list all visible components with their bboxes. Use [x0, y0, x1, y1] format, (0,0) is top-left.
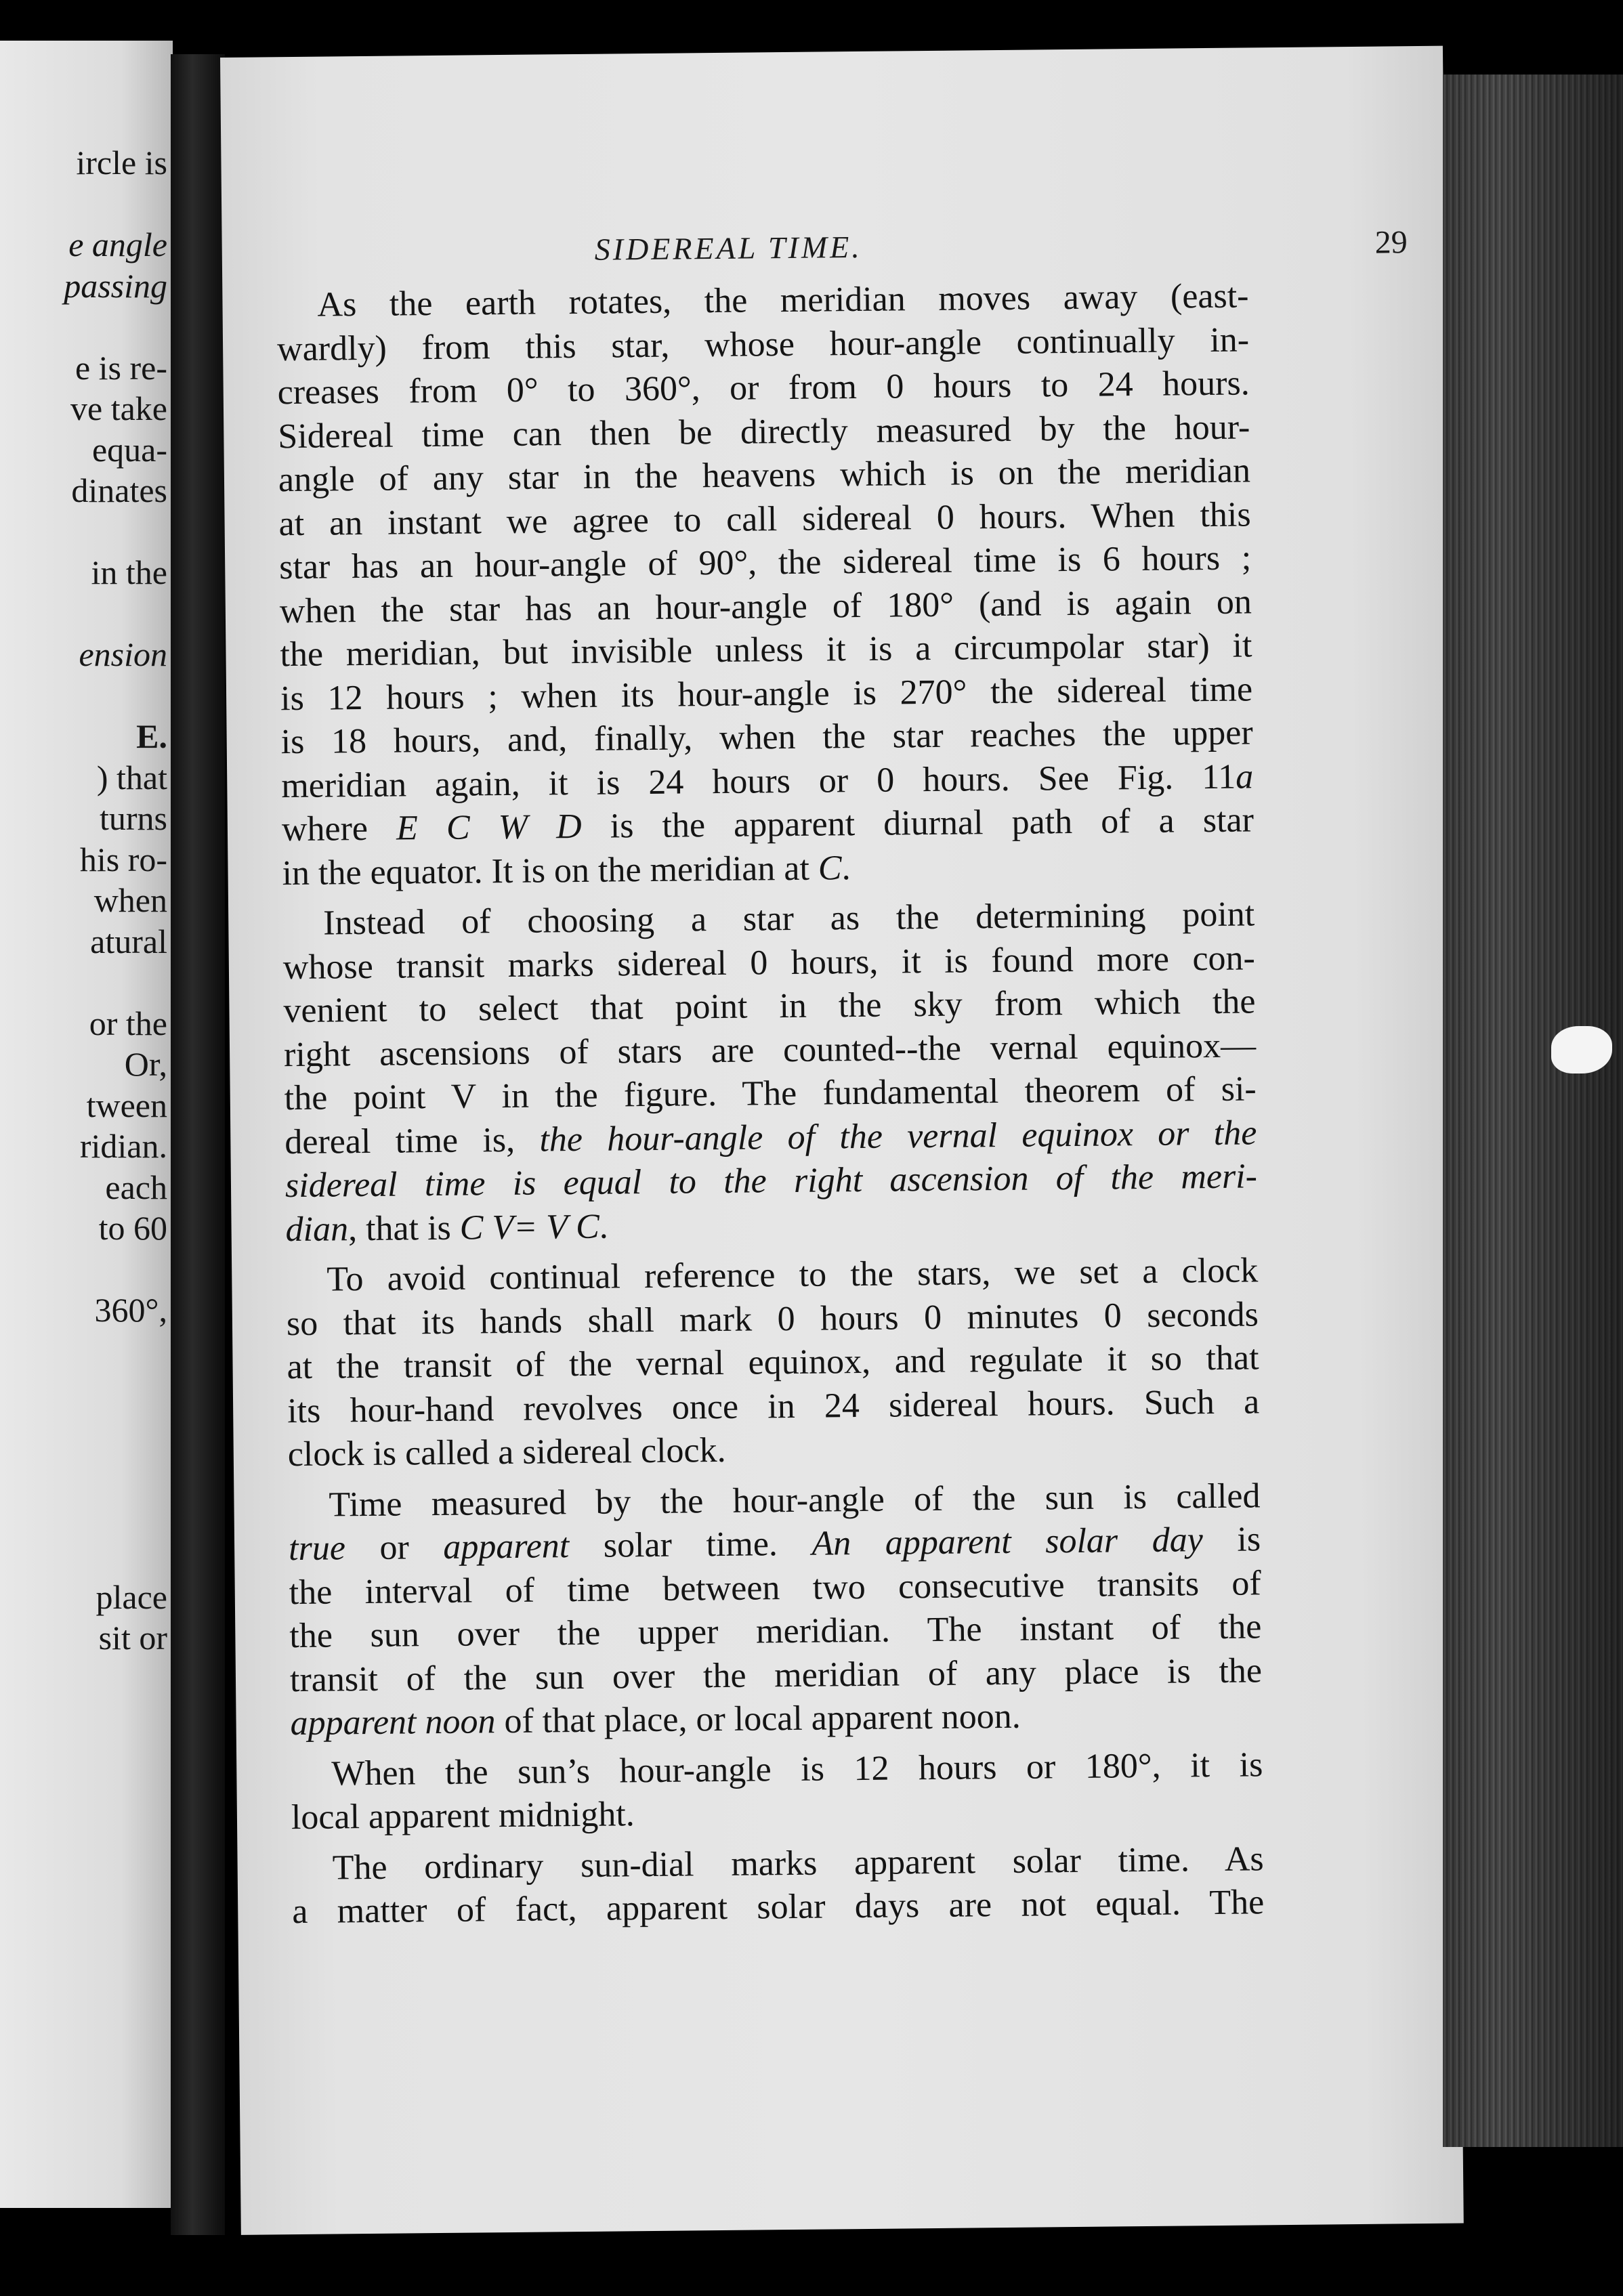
text-run: or [345, 1527, 444, 1568]
text-run: in the equator. It is on the meridian at [282, 849, 819, 893]
text-line [285, 1155, 1258, 1208]
italic-text: apparent noon [290, 1702, 496, 1743]
text-run: at an instant we agree to call sidereal 0 hours. When this [278, 494, 1251, 543]
text-run: is 12 hours ; when its hour-angle is 270° the sidereal time [280, 669, 1253, 718]
previous-page-line: place [96, 1577, 167, 1616]
text-run: at the transit of the vernal equinox, and regulate it so that [287, 1338, 1259, 1387]
previous-page-line: Or, [124, 1045, 167, 1083]
body-text [276, 274, 1264, 1934]
book-gutter [171, 54, 225, 2235]
text-run: local apparent midnight. [291, 1795, 635, 1837]
text-run: so that its hands shall mark 0 hours 0 minutes 0 seconds [286, 1294, 1259, 1343]
text-line [282, 843, 1255, 895]
italic-text: dian [285, 1209, 349, 1249]
text-line [287, 1380, 1260, 1433]
previous-page-line: e angle [68, 226, 167, 263]
text-run: the sun over the upper meridian. The instant of the [289, 1607, 1262, 1656]
previous-page-line: passing [64, 266, 167, 305]
previous-page-line: tween [86, 1086, 167, 1124]
text-run: To avoid continual reference to the stars, we set a clock [326, 1251, 1259, 1299]
text-line [291, 1743, 1263, 1796]
text-line [285, 1199, 1258, 1252]
text-run: when the star has an hour-angle of 180° (and is again on [279, 582, 1252, 631]
text-run: creases from 0° to 360°, or from 0 hours to 24 hours. [277, 364, 1250, 412]
page-number: 29 [1374, 224, 1408, 261]
text-run: the meridian, but invisible unless it is a circumpolar star) it [280, 626, 1252, 675]
text-run: is the apparent diurnal path of a star [581, 801, 1255, 846]
italic-text: sidereal time is equal to the right ascension of the meri- [284, 1157, 1258, 1206]
italic-text: a [1235, 757, 1254, 796]
text-run: star has an hour-angle of 90°, the sidereal time is 6 hours ; [278, 538, 1252, 587]
previous-page-line: to 60 [98, 1209, 167, 1247]
previous-page-line: each [105, 1168, 167, 1206]
text-run: When the sun’s hour-angle is 12 hours or 180°, it is [331, 1745, 1263, 1793]
text-run: transit of the sun over the meridian of any place is the [289, 1651, 1263, 1699]
previous-page-line: ridian. [79, 1127, 167, 1165]
previous-page-line: turns [100, 799, 167, 837]
previous-page-line: E. [136, 717, 167, 755]
text-run: a matter of fact, apparent solar days are not equal. The [292, 1883, 1265, 1932]
text-run: Instead of choosing a star as the determining point [323, 895, 1255, 943]
running-head: SIDEREAL TIME. [594, 229, 862, 267]
previous-page-line: ension [79, 635, 167, 673]
previous-page-line: ve take [70, 389, 167, 427]
italic-text: E C W D [396, 807, 582, 848]
text-run: is [1202, 1520, 1261, 1560]
text-run: As the earth rotates, the meridian moves away (east- [317, 276, 1249, 324]
previous-page-line: or the [89, 1004, 167, 1042]
text-run: is 18 hours, and, finally, when the star reaches the upper [280, 713, 1253, 762]
text-run: dereal time is, [284, 1120, 540, 1162]
page-edges [1443, 75, 1623, 2147]
text-line [288, 1424, 1261, 1476]
text-line [290, 1693, 1263, 1745]
text-line [292, 1881, 1265, 1934]
previous-page-line: sit or [98, 1619, 167, 1657]
previous-page-line: atural [90, 922, 167, 960]
text-run: the point V in the figure. The fundamental theorem of si- [284, 1069, 1257, 1118]
text-run: solar time. [568, 1524, 812, 1566]
italic-text: true [288, 1529, 346, 1569]
text-run: wardly) from this star, whose hour-angle continually in- [276, 320, 1250, 368]
previous-page-line: ircle is [76, 144, 167, 182]
previous-page-line: in the [91, 553, 167, 591]
previous-page-line: e is re- [75, 348, 167, 387]
text-run: whose transit marks sidereal 0 hours, it is found more con- [282, 938, 1256, 987]
previous-page-line: his ro- [79, 840, 167, 878]
text-run: meridian again, it is 24 hours or 0 hours. See Fig. 11 [281, 757, 1236, 805]
text-run: . [599, 1207, 609, 1246]
text-line [282, 799, 1255, 851]
paper-tear-mark [1551, 1026, 1612, 1073]
previous-page-line: 360°, [94, 1291, 167, 1329]
text-run: Sidereal time can then be directly measured by the hour- [278, 407, 1250, 456]
text-run: clock is called a sidereal clock. [287, 1430, 726, 1474]
text-run: The ordinary sun-dial marks apparent solar time. As [332, 1839, 1264, 1888]
text-run: angle of any star in the heavens which is on the meridian [278, 451, 1251, 500]
text-run: , that is [347, 1208, 460, 1248]
text-run: where [281, 809, 397, 849]
italic-text: C [818, 848, 842, 888]
page [220, 46, 1464, 2235]
previous-page-fragment [0, 41, 173, 2208]
text-line [290, 1649, 1263, 1702]
text-run: the interval of time between two consecutive transits of [289, 1563, 1261, 1612]
text-run: of that place, or local apparent noon. [495, 1697, 1021, 1741]
text-run: Time measured by the hour-angle of the sun is called [329, 1476, 1261, 1525]
text-run: right ascensions of stars are counted--the vernal equinox— [283, 1025, 1257, 1074]
previous-page-line: ) that [96, 758, 167, 796]
previous-page-line: dinates [71, 471, 167, 509]
italic-text: An apparent solar day [812, 1521, 1204, 1563]
text-run: venient to select that point in the sky from which the [283, 982, 1256, 1031]
text-line [291, 1787, 1264, 1840]
italic-text: apparent [443, 1527, 570, 1567]
previous-page-line: equa- [91, 430, 167, 469]
text-run: its hour-hand revolves once in 24 sidereal hours. Such a [287, 1382, 1260, 1430]
text-run: . [841, 848, 851, 887]
italic-text: the hour-angle of the vernal equinox or the [539, 1113, 1257, 1160]
previous-page-line: when [93, 881, 167, 919]
italic-text: C V= V C [459, 1207, 600, 1248]
